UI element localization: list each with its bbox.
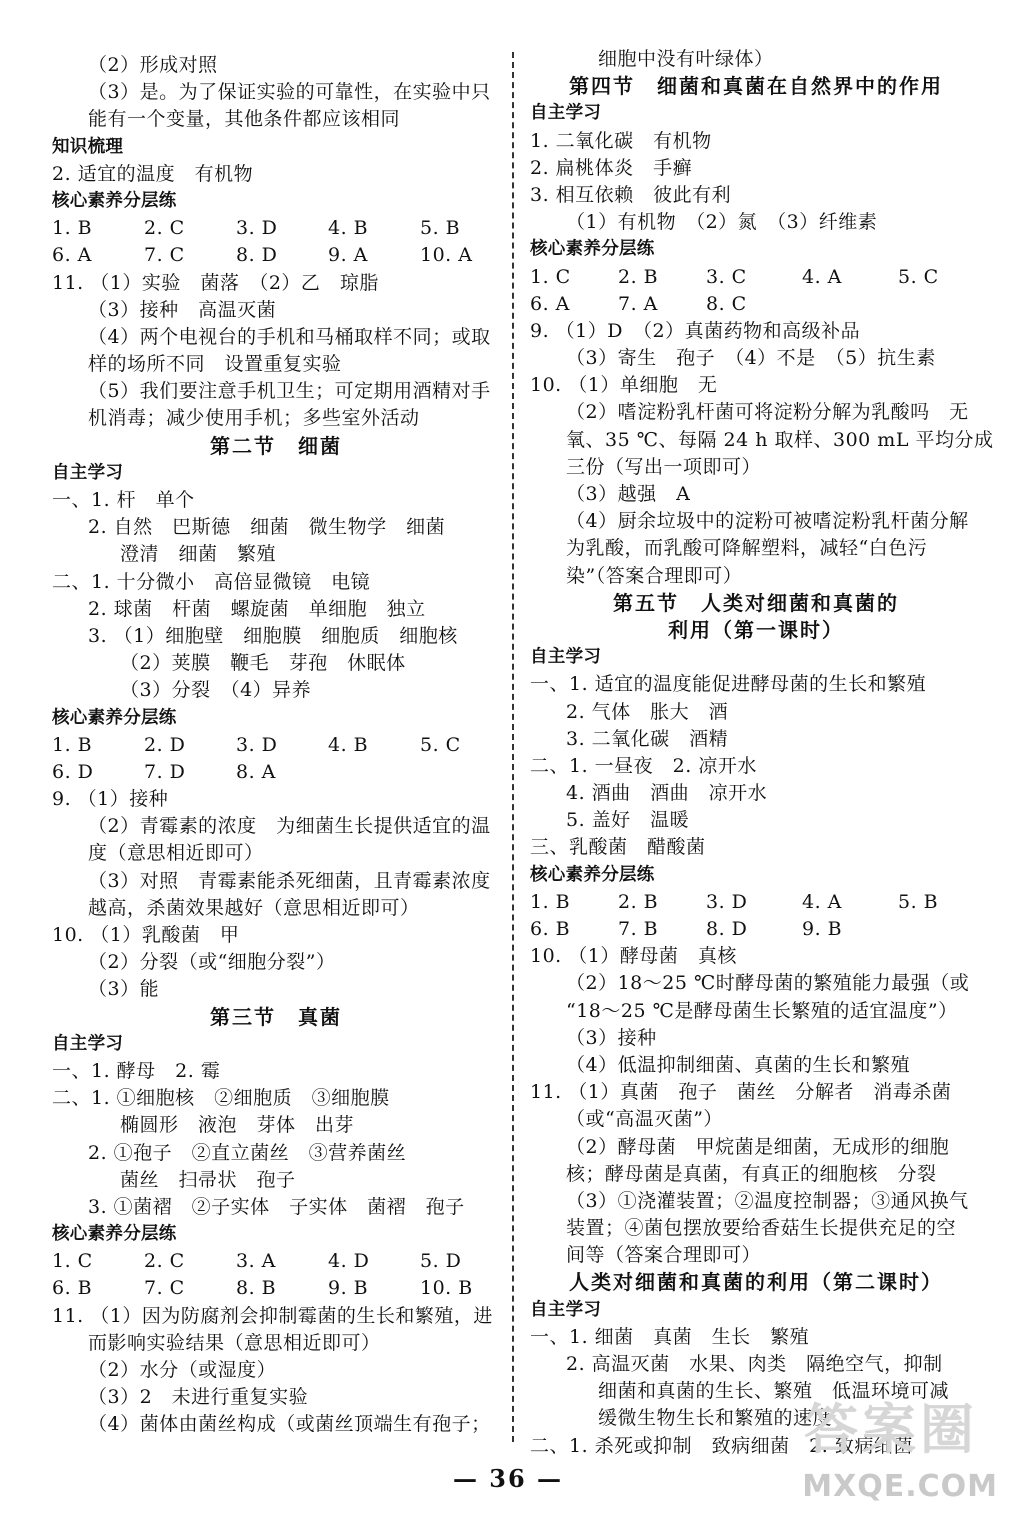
answer-line: （4）低温抑制细菌、真菌的生长和繁殖 — [566, 1053, 911, 1076]
watermark — [738, 1384, 998, 1504]
answer-item: 3. D — [236, 733, 278, 756]
answer-line: 2. ①孢子 ②直立菌丝 ③营养菌丝 — [88, 1141, 407, 1164]
answer-line: 机消毒；减少使用手机；多些室外活动 — [88, 407, 420, 430]
answer-item: 9. B — [802, 918, 843, 940]
answer-line: 缓微生物生长和繁殖的速度 — [598, 1407, 833, 1430]
answer-row — [530, 916, 982, 943]
answer-row — [530, 264, 982, 291]
subsection-heading: 自主学习 — [530, 1299, 602, 1320]
answer-row — [52, 215, 500, 242]
answer-line: 9. （1）D （2）真菌药物和高级补品 — [530, 319, 861, 342]
answer-item: 8. C — [706, 292, 747, 315]
answer-item: 8. D — [706, 918, 748, 940]
answer-item: 2. C — [144, 1250, 185, 1273]
answer-line: （3）能 — [88, 978, 160, 1001]
answer-line: （2）荚膜 鞭毛 芽孢 休眠体 — [120, 652, 406, 675]
answer-line: 二、1. ①细胞核 ②细胞质 ③细胞膜 — [52, 1087, 390, 1110]
answer-item: 2. B — [618, 890, 659, 913]
answer-line: （3）对照 青霉素能杀死细菌，且青霉素浓度 — [88, 869, 491, 892]
answer-line: （3）寄生 孢子 （4）不是 （5）抗生素 — [566, 347, 936, 370]
answer-item: 8. D — [236, 244, 278, 267]
answer-line: 氧、35 ℃、每隔 24 h 取样、300 mL 平均分成 — [566, 428, 994, 451]
page-number: — 36 — — [452, 1464, 564, 1493]
answer-line: （3）①浇灌装置；②温度控制器；③通风换气 — [566, 1189, 969, 1212]
answer-item: 1. B — [52, 217, 93, 240]
answer-line: 1. 二氧化碳 有机物 — [530, 129, 712, 152]
answer-item: 7. C — [144, 1277, 185, 1300]
answer-line: 11. （1）因为防腐剂会抑制霉菌的生长和繁殖，进 — [52, 1304, 493, 1327]
answer-item: 6. B — [52, 1277, 93, 1300]
subsection-heading: 自主学习 — [52, 462, 124, 483]
subsection-heading: 自主学习 — [530, 103, 602, 124]
answer-line: 11. （1）实验 菌落 （2）乙 琼脂 — [52, 271, 379, 294]
answer-item: 3. D — [706, 890, 748, 913]
answer-item: 7. B — [618, 918, 659, 940]
answer-line: （2）水分（或湿度） — [88, 1359, 277, 1381]
section-title: 第四节 细菌和真菌在自然界中的作用 — [569, 74, 943, 99]
subsection-heading: 核心素养分层练 — [52, 707, 177, 728]
answer-item: 4. A — [802, 890, 842, 913]
answer-item: 5. C — [898, 265, 939, 288]
subsection-heading: 核心素养分层练 — [52, 190, 177, 211]
answer-line: （4）菌体由菌丝构成（或菌丝顶端生有孢子； — [88, 1413, 491, 1436]
answer-line: 3. （1）细胞壁 细胞膜 细胞质 细胞核 — [88, 624, 458, 647]
answer-item: 8. B — [236, 1277, 277, 1300]
answer-line: 一、1. 细菌 真菌 生长 繁殖 — [530, 1325, 810, 1348]
section-title: 人类对细菌和真菌的利用（第二课时） — [569, 1270, 943, 1295]
watermark-site: MXQE.COM — [802, 1469, 998, 1504]
column-divider — [512, 52, 514, 1442]
answer-line: 5. 盖好 温暖 — [566, 809, 690, 832]
answer-item: 7. D — [144, 760, 186, 783]
answer-line: “18～25 ℃是酵母菌生长繁殖的适宜温度”） — [566, 999, 958, 1022]
answer-item: 7. A — [618, 292, 658, 315]
answer-line: （3）接种 — [566, 1026, 657, 1049]
answer-item: 2. C — [144, 217, 185, 240]
answer-item: 5. B — [420, 217, 461, 240]
subsection-heading: 知识梳理 — [52, 136, 124, 157]
answer-row — [52, 1275, 500, 1302]
answer-item: 2. B — [618, 265, 659, 288]
watermark-logo: 答案圈 — [804, 1398, 978, 1461]
answer-item: 1. C — [530, 265, 571, 288]
answer-line: 10. （1）单细胞 无 — [530, 374, 718, 397]
answer-item: 1. B — [530, 890, 571, 913]
answer-item: 4. A — [802, 265, 842, 288]
answer-line: 间等（答案合理即可） — [566, 1244, 762, 1267]
answer-item: 9. A — [328, 244, 368, 267]
answer-item: 1. B — [52, 733, 93, 756]
answer-line: 装置；④菌包摆放要给香菇生长提供充足的空 — [566, 1217, 957, 1240]
answer-line: 2. 扁桃体炎 手癣 — [530, 156, 693, 179]
answer-line: （1）有机物 （2）氮 （3）纤维素 — [566, 211, 878, 234]
section-title: 利用（第一课时） — [668, 617, 844, 642]
answer-row — [52, 759, 500, 786]
answer-line: （2）青霉素的浓度 为细菌生长提供适宜的温 — [88, 815, 491, 838]
answer-item: 6. A — [530, 292, 570, 315]
subsection-heading: 自主学习 — [52, 1033, 124, 1054]
answer-item: 3. A — [236, 1250, 276, 1273]
subsection-heading: 自主学习 — [530, 647, 602, 668]
answer-item: 6. A — [52, 244, 92, 267]
subsection-heading: 核心素养分层练 — [530, 239, 655, 260]
section-title: 第五节 人类对细菌和真菌的 — [613, 590, 899, 615]
answer-line: （2）嗜淀粉乳杆菌可将淀粉分解为乳酸吗 无 — [566, 401, 969, 424]
answer-line: 染”（答案合理即可） — [566, 564, 743, 587]
answer-row — [530, 889, 982, 916]
answer-line: 度（意思相近即可） — [88, 842, 264, 865]
answer-item: 2. D — [144, 733, 186, 756]
answer-line: （3）接种 高温灭菌 — [88, 298, 277, 321]
answer-line: 10. （1）酵母菌 真核 — [530, 945, 737, 968]
answer-line: （3）是。为了保证实验的可靠性，在实验中只 — [88, 81, 491, 104]
answer-row — [52, 732, 500, 759]
answer-line: 3. 相互依赖 彼此有利 — [530, 183, 732, 206]
answer-line: 4. 酒曲 酒曲 凉开水 — [566, 782, 768, 805]
subsection-heading: 核心素养分层练 — [530, 864, 655, 885]
section-title: 第二节 细菌 — [210, 433, 342, 458]
answer-line: 二、1. 十分微小 高倍显微镜 电镜 — [52, 570, 371, 593]
answer-row — [530, 291, 982, 318]
answer-line: 一、1. 酵母 2. 霉 — [52, 1059, 221, 1082]
answer-line: 2. 气体 胀大 酒 — [566, 700, 729, 723]
answer-line: 为乳酸，而乳酸可降解塑料，减轻“白色污 — [566, 537, 928, 560]
answer-line: 2. 高温灭菌 水果、肉类 隔绝空气，抑制 — [566, 1353, 943, 1375]
answer-line: 二、1. 杀死或抑制 致病细菌 2. 致病细菌 — [530, 1434, 913, 1457]
answer-item: 5. B — [898, 890, 939, 913]
answer-line: （2）酵母菌 甲烷菌是细菌，无成形的细胞 — [566, 1135, 950, 1158]
answer-row — [52, 242, 500, 269]
answer-line: 2. 自然 巴斯德 细菌 微生物学 细菌 — [88, 516, 446, 539]
answer-item: 4. D — [328, 1250, 370, 1273]
answer-item: 6. B — [530, 918, 571, 940]
answer-line: 越高，杀菌效果越好（意思相近即可） — [88, 896, 420, 919]
section-title: 第三节 真菌 — [210, 1004, 342, 1029]
answer-item: 4. B — [328, 733, 369, 756]
answer-line: 能有一个变量，其他条件都应该相同 — [88, 108, 401, 131]
answer-line: 核；酵母菌是真菌，有真正的细胞核 分裂 — [566, 1162, 937, 1185]
answer-item: 10. A — [420, 244, 473, 267]
answer-line: 2. 适宜的温度 有机物 — [52, 162, 254, 185]
answer-item: 5. D — [420, 1250, 462, 1273]
answer-line: 3. ①菌褶 ②子实体 子实体 菌褶 孢子 — [88, 1195, 465, 1218]
answer-line: 澄清 细菌 繁殖 — [120, 543, 277, 566]
answer-line: （3）越强 A — [566, 483, 691, 505]
answer-line: （2）18～25 ℃时酵母菌的繁殖能力最强（或 — [566, 972, 970, 995]
answer-item: 3. D — [236, 217, 278, 240]
answer-line: （2）分裂（或“细胞分裂”） — [88, 951, 336, 974]
answer-line: （或“高温灭菌”） — [566, 1108, 723, 1131]
answer-line: 三份（写出一项即可） — [566, 455, 762, 478]
answer-item: 8. A — [236, 760, 276, 783]
answer-line: 11. （1）真菌 孢子 菌丝 分解者 消毒杀菌 — [530, 1081, 952, 1104]
answer-item: 1. C — [52, 1250, 93, 1273]
answer-line: 细胞中没有叶绿体） — [598, 48, 774, 70]
answer-line: 三、乳酸菌 醋酸菌 — [530, 836, 706, 859]
right-column — [530, 46, 994, 1460]
answer-line: 细菌和真菌的生长、繁殖 低温环境可减 — [598, 1380, 950, 1403]
answer-line: 二、1. 一昼夜 2. 凉开水 — [530, 754, 757, 777]
answer-item: 3. C — [706, 265, 747, 288]
answer-line: 而影响实验结果（意思相近即可） — [88, 1331, 381, 1354]
answer-line: 2. 球菌 杆菌 螺旋菌 单细胞 独立 — [88, 597, 426, 620]
answer-line: （3）分裂 （4）异养 — [120, 679, 312, 702]
answer-line: 菌丝 扫帚状 孢子 — [120, 1168, 296, 1191]
answer-item: 10. B — [420, 1277, 473, 1300]
answer-line: 样的场所不同 设置重复实验 — [88, 353, 342, 376]
answer-item: 9. B — [328, 1277, 369, 1300]
subsection-heading: 核心素养分层练 — [52, 1224, 177, 1245]
answer-line: 一、1. 杆 单个 — [52, 489, 195, 511]
answer-item: 6. D — [52, 760, 94, 783]
answer-line: （4）两个电视台的手机和马桶取样不同；或取 — [88, 325, 491, 348]
answer-line: 3. 二氧化碳 酒精 — [566, 727, 729, 750]
answer-item: 7. C — [144, 244, 185, 267]
answer-line: （4）厨余垃圾中的淀粉可被嗜淀粉乳杆菌分解 — [566, 510, 969, 533]
answer-row — [52, 1248, 500, 1275]
answer-item: 4. B — [328, 217, 369, 240]
left-column — [52, 52, 500, 1439]
answer-line: 一、1. 适宜的温度能促进酵母菌的生长和繁殖 — [530, 673, 927, 696]
answer-item: 5. C — [420, 733, 461, 756]
answer-line: （2）形成对照 — [88, 54, 218, 76]
answer-line: 10. （1）乳酸菌 甲 — [52, 924, 240, 946]
answer-line: 椭圆形 液泡 芽体 出芽 — [120, 1114, 355, 1137]
answer-line: 9. （1）接种 — [52, 788, 169, 811]
answer-line: （3）2 未进行重复实验 — [88, 1386, 309, 1409]
answer-line: （5）我们要注意手机卫生；可定期用酒精对手 — [88, 380, 491, 403]
